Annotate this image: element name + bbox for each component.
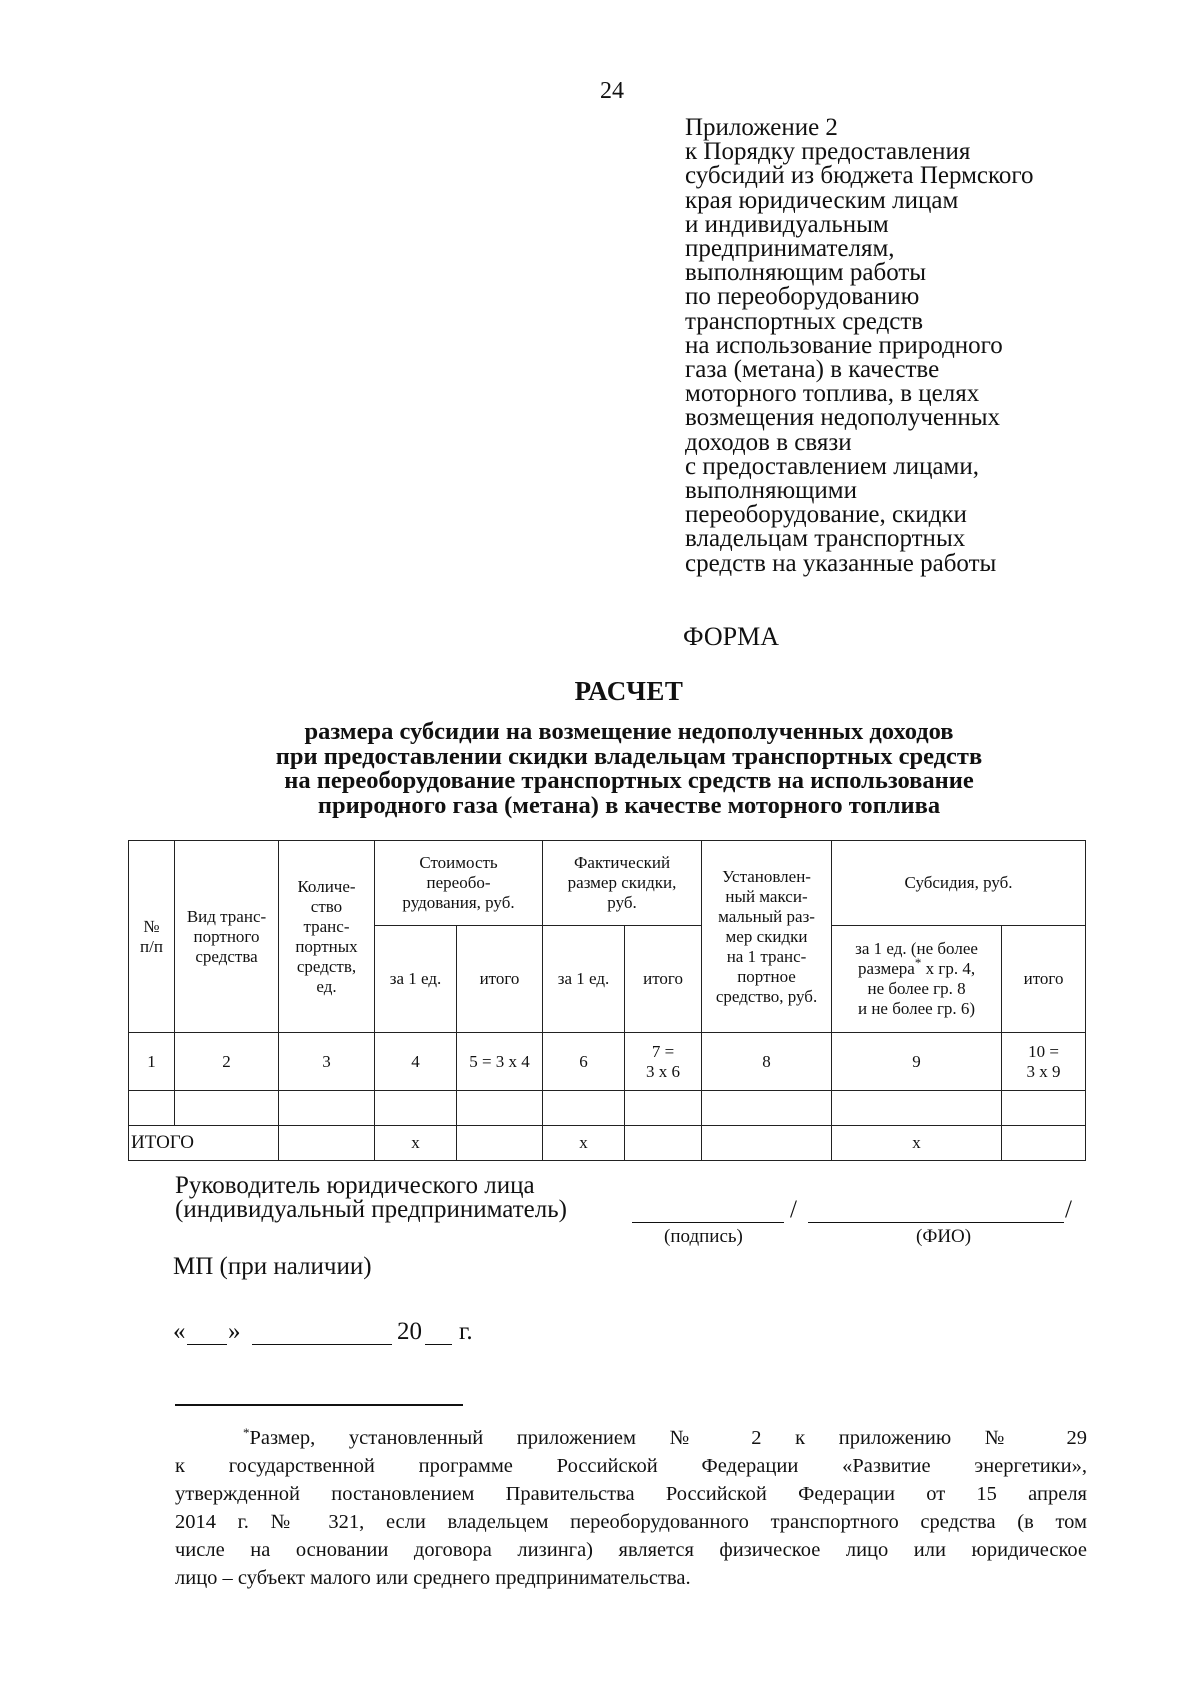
form-label: ФОРМА [683,622,779,651]
col-number-cell: 10 = 3 х 9 [1002,1033,1086,1091]
appendix-line: возмещения недополученных [685,404,1001,432]
header-vehicle-type: Вид транс- портного средства [175,841,279,1033]
total-label: ИТОГО [129,1126,279,1161]
header-actual-discount: Фактический размер скидки, руб. [543,841,702,926]
appendix-line: края юридическим лицам [685,186,959,214]
fio-line[interactable] [808,1222,1064,1223]
table-cell[interactable] [457,1091,543,1126]
appendix-line: владельцам транспортных [685,525,966,553]
total-cell[interactable] [279,1126,375,1161]
col-number-cell: 9 [832,1033,1002,1091]
signature-entrepreneur-label: (индивидуальный предприниматель) [175,1196,567,1223]
appendix-line: средств на указанные работы [685,549,997,577]
footnote-separator [175,1404,463,1406]
table-header-row [129,841,1086,926]
appendix-line: по переоборудованию [685,283,920,311]
calculation-table [128,840,1086,1161]
signature-caption: (подпись) [664,1226,743,1247]
appendix-line: переоборудование, скидки [685,501,967,529]
header-cost-total: итого [457,926,543,1033]
date-day-line[interactable] [187,1344,227,1345]
signature-head-label: Руководитель юридического лица [175,1172,535,1199]
table-cell[interactable] [702,1091,832,1126]
table-cell[interactable] [129,1091,175,1126]
signature-line[interactable] [632,1222,784,1223]
appendix-line: предпринимателям, [685,235,895,263]
slash-separator: / [790,1196,797,1223]
total-cell-x: х [375,1126,457,1161]
appendix-line: выполняющими [685,477,858,505]
table-cell[interactable] [543,1091,625,1126]
page-number: 24 [600,78,624,104]
footnote-line: Размер, установленный приложением № 2 к приложению № 29 [249,1427,1087,1449]
footnote-line: числе на основании договора лизинга) является физическое лицо или юридическое [175,1539,1087,1561]
appendix-line: транспортных средств [685,307,924,335]
appendix-line: доходов в связи [685,428,852,456]
header-subsidy: Субсидия, руб. [832,841,1086,926]
header-discount-per-unit: за 1 ед. [543,926,625,1033]
table-cell[interactable] [832,1091,1002,1126]
col-number-cell: 7 = 3 х 6 [625,1033,702,1091]
appendix-line: моторного топлива, в целях [685,380,980,408]
date-close-quote: » [228,1318,241,1345]
date-year-suffix: г. [459,1318,473,1345]
total-cell-x: х [832,1126,1002,1161]
footnote-line: к государственной программе Российской Федерации «Развитие энергетики», [175,1455,1087,1477]
table-cell[interactable] [279,1091,375,1126]
table-cell[interactable] [625,1091,702,1126]
total-cell-x: х [543,1126,625,1161]
appendix-line: на использование природного [685,331,1003,359]
table-cell[interactable] [1002,1091,1086,1126]
header-quantity: Количе- ство транс- портных средств, ед. [279,841,375,1033]
col-number-cell: 6 [543,1033,625,1091]
table-row-empty [129,1091,1086,1126]
total-cell[interactable] [457,1126,543,1161]
total-cell[interactable] [1002,1126,1086,1161]
document-title: РАСЧЕТ [574,676,684,706]
slash-separator: / [1065,1196,1072,1223]
stamp-label: МП (при наличии) [173,1253,372,1280]
fio-caption: (ФИО) [916,1226,972,1247]
header-cost: Стоимость переобо- рудования, руб. [375,841,543,926]
document-subtitle [0,720,1200,818]
subtitle-line: природного газа (метана) в качестве моторного топлива [317,791,941,819]
header-subsidy-total: итого [1002,926,1086,1033]
footnote-line: 2014 г. № 321, если владельцем переоборудованного транспортного средства (в том [175,1511,1087,1533]
footnote-line: лицо – субъект малого или среднего предпринимательства. [175,1567,691,1589]
col-number-cell: 4 [375,1033,457,1091]
subtitle-line: при предоставлении скидки владельцам транспортных средств [275,742,983,770]
appendix-header [685,116,1125,576]
footnote-line: утвержденной постановлением Правительства Российской Федерации от 15 апреля [175,1483,1087,1505]
table-cell[interactable] [175,1091,279,1126]
col-number-cell: 2 [175,1033,279,1091]
total-cell[interactable] [625,1126,702,1161]
date-year-line[interactable] [425,1344,452,1345]
footnote-asterisk: * [243,1425,250,1440]
header-num: № п/п [129,841,175,1033]
footnote [175,1424,1087,1592]
appendix-line: субсидий из бюджета Пермского [685,162,1034,190]
appendix-line: и индивидуальным [685,210,889,238]
header-cost-per-unit: за 1 ед. [375,926,457,1033]
header-subsidy-per-unit: за 1 ед. (не более размера* х гр. 4, не более гр. 8 и не более гр. 6) [832,926,1002,1033]
total-cell[interactable] [702,1126,832,1161]
date-year-prefix: 20 [397,1318,422,1345]
date-month-line[interactable] [252,1344,392,1345]
subtitle-line: на переоборудование транспортных средств на использование [284,767,974,794]
appendix-line: выполняющим работы [685,259,927,287]
table-row-column-numbers [129,1033,1086,1091]
col-number-cell: 5 = 3 х 4 [457,1033,543,1091]
header-max-discount: Установлен- ный макси- мальный раз- мер скидки на 1 транс- портное средство, руб. [702,841,832,1033]
appendix-line: с предоставлением лицами, [685,452,980,480]
appendix-line: к Порядку предоставления [685,138,971,166]
subtitle-line: размера субсидии на возмещение недополученных доходов [304,718,954,745]
asterisk-mark: * [914,955,922,970]
date-open-quote: « [173,1318,186,1345]
col-number-cell: 3 [279,1033,375,1091]
col-number-cell: 1 [129,1033,175,1091]
table-cell[interactable] [375,1091,457,1126]
header-discount-total: итого [625,926,702,1033]
appendix-line: газа (метана) в качестве [685,356,940,384]
appendix-line: Приложение 2 [685,114,838,141]
col-number-cell: 8 [702,1033,832,1091]
table-row-total [129,1126,1086,1161]
